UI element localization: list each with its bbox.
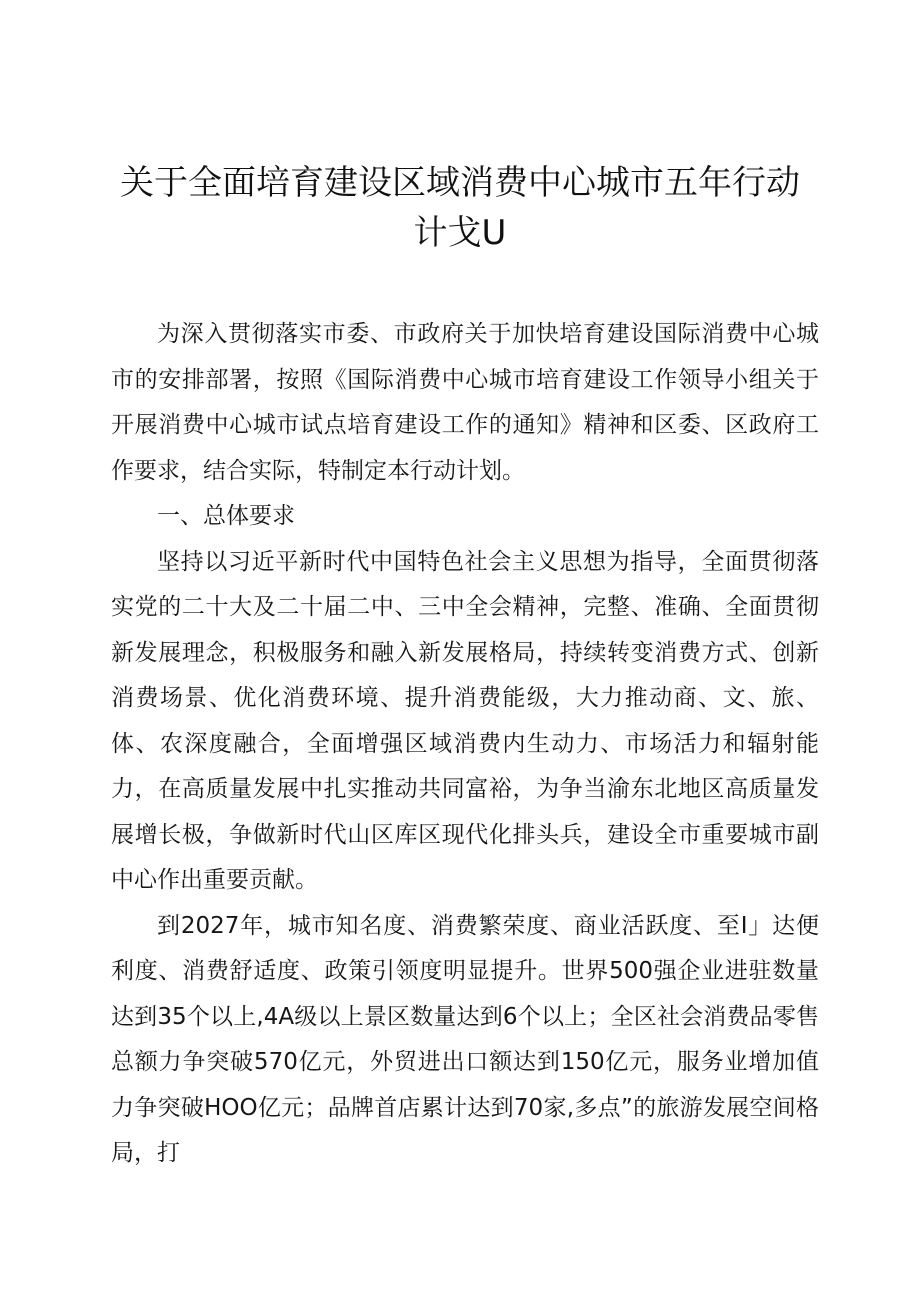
paragraph-guiding-principles: 坚持以习近平新时代中国特色社会主义思想为指导，全面贯彻落实党的二十大及二十届二中、三中全会精神，完整、准确、全面贯彻新发展理念，积极服务和融入新发展格局，持续转变消费方式、创新消费场景、优化消费环境、提升消费能级，大力推动商、文、旅、体、农深度融合，全面增强区域消费内生动力、市场活力和辐射能力，在高质量发展中扎实推动共同富裕，为争当渝东北地区高质量发展增长极，争做新时代山区库区现代化排头兵，建设全市重要城市副中心作出重要贡献。 xyxy=(111,548,819,893)
paragraph-2027-targets: 到2027年，城市知名度、消费繁荣度、商业活跃度、至I」达便利度、消费舒适度、政策引领度明显提升。世界500强企业进驻数量达到35个以上,4A级以上景区数量达到6个以上；全区社会消费品零售总额力争突破570亿元，外贸进出口额达到150亿元，服务业增加值力争突破HOO亿元；品牌首店累计达到70家,多点”的旅游发展空间格局，打 xyxy=(111,912,819,1166)
section-heading-overall-requirements: 一、总体要求 xyxy=(157,503,295,529)
document-title-line-2: 计戈U xyxy=(413,213,507,253)
document-title-line-1: 关于全面培育建设区域消费中心城市五年行动 xyxy=(120,163,800,203)
document-body xyxy=(111,312,819,1177)
paragraph-intro: 为深入贯彻落实市委、市政府关于加快培育建设国际消费中心城市的安排部署，按照《国际消费中心城市培育建设工作领导小组关于开展消费中心城市试点培育建设工作的通知》精神和区委、区政府工作要求，结合实际，特制定本行动计划。 xyxy=(111,321,819,484)
